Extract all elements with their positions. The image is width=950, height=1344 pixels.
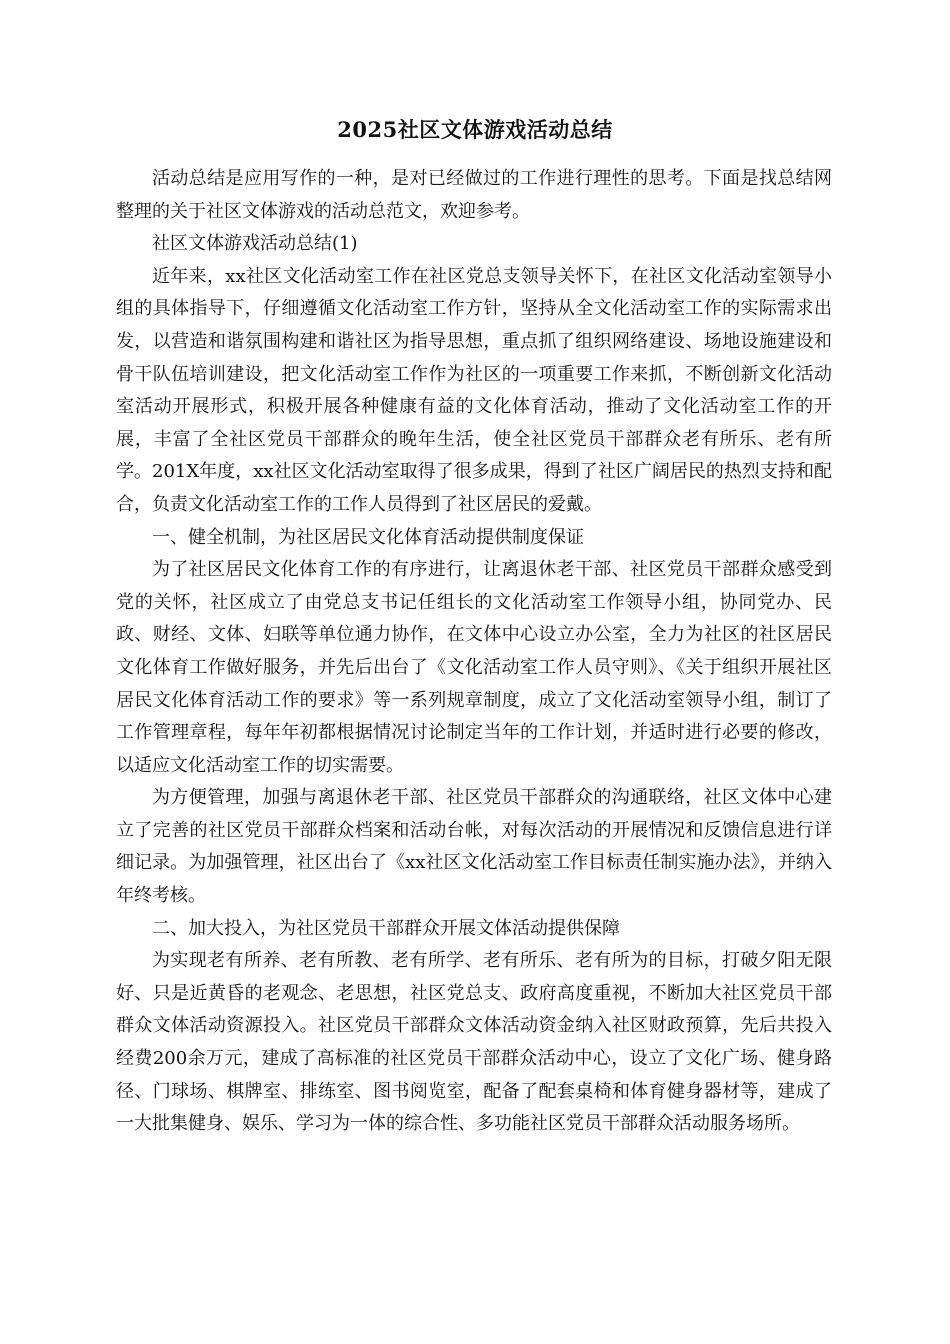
paragraph-intro: 活动总结是应用写作的一种，是对已经做过的工作进行理性的思考。下面是找总结网整理的关于社区文体游戏的活动总范文，欢迎参考。 <box>116 168 832 222</box>
paragraph-investment: 为实现老有所养、老有所教、老有所学、老有所乐、老有所为的目标，打破夕阳无限好、只是近黄昏的老观念、老思想，社区党总支、政府高度重视，不断加大社区党员干部群众文体活动资源投入。社区党员干部群众文体活动资金纳入社区财政预算，先后共投入经费200余万元，建成了高标准的社区党员干部群众活动中心，设立了文化广场、健身路径、门球场、棋牌室、排练室、图书阅览室，配备了配套桌椅和体育健身器材等，建成了一大批集健身、娱乐、学习为一体的综合性、多功能社区党员干部群众活动服务场所。 <box>116 950 832 1135</box>
paragraph-management: 为方便管理，加强与离退休老干部、社区党员干部群众的沟通联络，社区文体中心建立了完善的社区党员干部群众档案和活动台帐，对每次活动的开展情况和反馈信息进行详细记录。为加强管理，社区出台了《xx社区文化活动室工作目标责任制实施办法》，并纳入年终考核。 <box>116 787 832 907</box>
paragraph-heading-one: 一、健全机制，为社区居民文化体育活动提供制度保证 <box>152 526 584 548</box>
paragraph-overview: 近年来，xx社区文化活动室工作在社区党总支领导关怀下，在社区文化活动室领导小组的具体指导下，仔细遵循文化活动室工作方针，坚持从全文化活动室工作的实际需求出发，以营造和谐氛围构建和谐社区为指导思想，重点抓了组织网络建设、场地设施建设和骨干队伍培训建设，把文化活动室工作作为社区的一项重要工作来抓，不断创新文化活动室活动开展形式，积极开展各种健康有益的文化体育活动，推动了文化活动室工作的开展，丰富了全社区党员干部群众的晚年生活，使全社区党员干部群众老有所乐、老有所学。201X年度，xx社区文化活动室取得了很多成果，得到了社区广阔居民的热烈支持和配合，负责文化活动室工作的工作人员得到了社区居民的爱戴。 <box>116 265 832 515</box>
document-title: 2025社区文体游戏活动总结 <box>337 117 613 142</box>
document-body <box>116 163 832 1141</box>
paragraph-mechanism: 为了社区居民文化体育工作的有序进行，让离退休老干部、社区党员干部群众感受到党的关怀，社区成立了由党总支书记任组长的文化活动室工作领导小组，协同党办、民政、财经、文体、妇联等单位通力协作，在文体中心设立办公室，全力为社区的社区居民文化体育工作做好服务，并先后出台了《文化活动室工作人员守则》、《关于组织开展社区居民文化体育活动工作的要求》等一系列规章制度，成立了文化活动室领导小组，制订了工作管理章程，每年年初都根据情况讨论制定当年的工作计划，并适时进行必要的修改，以适应文化活动室工作的切实需要。 <box>116 559 832 776</box>
paragraph-section-heading: 社区文体游戏活动总结(1) <box>152 233 358 255</box>
paragraph-heading-two: 二、加大投入，为社区党员干部群众开展文体活动提供保障 <box>152 917 620 939</box>
